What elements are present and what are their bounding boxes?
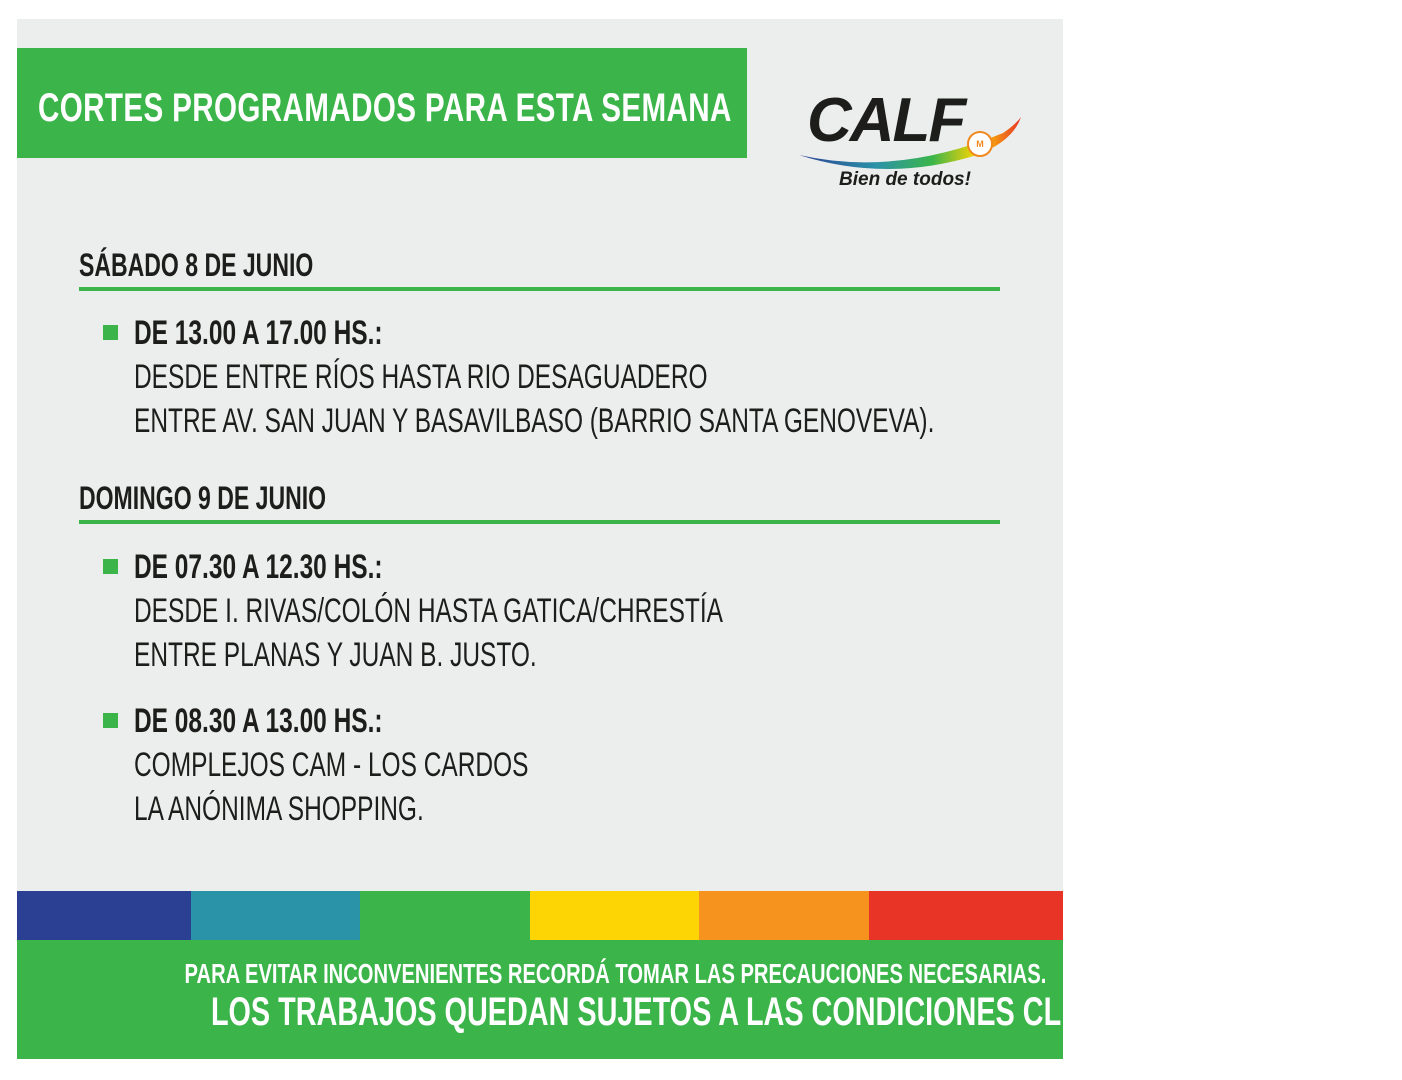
slot-time: DE 07.30 A 12.30 HS.: <box>134 548 383 586</box>
title-banner <box>17 48 747 158</box>
bullet-square-icon <box>103 559 118 574</box>
slot-time: DE 08.30 A 13.00 HS.: <box>134 702 383 740</box>
day-title: DOMINGO 9 DE JUNIO <box>79 480 327 516</box>
color-strip <box>17 891 1063 940</box>
slot-line: ENTRE AV. SAN JUAN Y BASAVILBASO (BARRIO SANTA GENOVEVA). <box>134 402 935 440</box>
day-header-sunday <box>79 474 1000 524</box>
slot-line: COMPLEJOS CAM - LOS CARDOS <box>134 746 529 784</box>
calf-logo <box>777 81 1037 211</box>
announcement-card <box>17 19 1209 1059</box>
strip-teal <box>191 891 360 940</box>
logo-wordmark: CALF <box>807 86 965 155</box>
strip-red <box>869 891 1063 940</box>
bullet-square-icon <box>103 713 118 728</box>
logo-badge-icon: M <box>967 131 993 157</box>
footer-notice: PARA EVITAR INCONVENIENTES RECORDÁ TOMAR LAS PRECAUCIONES NECESARIAS. <box>184 958 1047 989</box>
slot-line: DESDE ENTRE RÍOS HASTA RIO DESAGUADERO <box>134 358 708 396</box>
strip-green <box>360 891 530 940</box>
day-header-saturday <box>79 241 1000 291</box>
strip-orange <box>699 891 869 940</box>
footer-banner <box>17 940 1209 1059</box>
logo-tagline: Bien de todos! <box>839 169 971 190</box>
slot-time: DE 13.00 A 17.00 HS.: <box>134 314 383 352</box>
footer-disclaimer: LOS TRABAJOS QUEDAN SUJETOS A LAS CONDICIONES CLIMÁTICAS. <box>210 990 1209 1034</box>
day-title: SÁBADO 8 DE JUNIO <box>79 247 314 283</box>
slot-line: DESDE I. RIVAS/COLÓN HASTA GATICA/CHRESTÍA <box>134 592 723 630</box>
strip-blue <box>17 891 191 940</box>
slot-line: LA ANÓNIMA SHOPPING. <box>134 790 424 828</box>
page-title: CORTES PROGRAMADOS PARA ESTA SEMANA <box>38 86 732 130</box>
bullet-square-icon <box>103 325 118 340</box>
slot-line: ENTRE PLANAS Y JUAN B. JUSTO. <box>134 636 537 674</box>
strip-yellow <box>530 891 699 940</box>
